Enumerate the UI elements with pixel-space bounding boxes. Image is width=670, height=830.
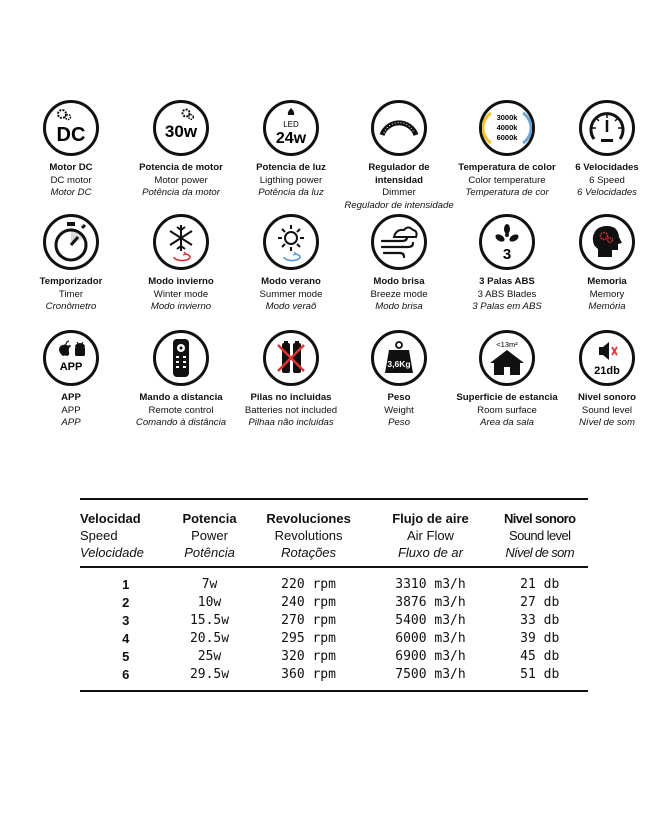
table-bottom-rule	[80, 690, 588, 692]
feature-subtitle: Breeze mode	[370, 288, 428, 300]
feature-led-power	[236, 100, 346, 200]
table-row: 5 25w 320 rpm 6900 m3/h 45 db	[122, 649, 560, 664]
feature-translation: Motor DC	[50, 187, 92, 198]
feature-motor-dc	[16, 100, 126, 200]
feature-speeds	[552, 100, 662, 200]
feature-remote-control	[126, 330, 236, 430]
feature-title: APP	[61, 392, 81, 403]
feature-translation: Peso	[388, 417, 410, 428]
weight-icon	[371, 330, 427, 386]
sound-level-icon	[579, 330, 635, 386]
table-body	[80, 576, 588, 684]
dimmer-icon	[371, 100, 427, 156]
feature-blades	[452, 214, 562, 314]
feature-subtitle: Winter mode	[153, 288, 209, 300]
feature-subtitle: Memory	[589, 288, 625, 300]
room-surface-icon	[479, 330, 535, 386]
svg-text:3: 3	[502, 246, 512, 263]
feature-subtitle: Ligthing power	[259, 174, 323, 186]
feature-subtitle: APP	[61, 404, 81, 416]
motor-power-icon	[153, 100, 209, 156]
feature-translation: Cronômetro	[45, 301, 97, 312]
svg-text:6000k: 6000k	[496, 133, 518, 142]
svg-text:30w: 30w	[164, 122, 198, 141]
svg-text:21db: 21db	[594, 365, 620, 377]
header-air-flow: Flujo de aire Air Flow Fluxo de ar	[392, 511, 469, 560]
feature-title: Pilas no incluidas	[250, 392, 332, 403]
feature-title: Nivel sonoro	[577, 392, 637, 403]
feature-title: Mando a distancia	[139, 392, 223, 403]
svg-text:4000k: 4000k	[496, 123, 518, 132]
feature-translation: Temperatura de cor	[465, 187, 549, 198]
feature-title: Modo verano	[261, 276, 321, 287]
feature-subtitle: 6 Speed	[589, 174, 625, 186]
feature-title: Modo brisa	[373, 276, 425, 287]
header-sound-level: Nivel sonoro Sound level Nível de som	[503, 511, 576, 560]
feature-sound-level	[552, 330, 662, 430]
feature-translation: Pilhaa não incluidas	[248, 417, 334, 428]
feature-subtitle: Motor power	[154, 174, 208, 186]
header-revolutions: Revoluciones Revolutions Rotações	[266, 511, 351, 560]
feature-batteries	[236, 330, 346, 430]
table-row: 6 29.5w 360 rpm 7500 m3/h 51 db	[122, 667, 560, 682]
feature-title: 6 Velocidades	[575, 162, 639, 173]
feature-subtitle: Timer	[58, 288, 84, 300]
memory-icon	[579, 214, 635, 270]
app-icon	[43, 330, 99, 386]
feature-title: Motor DC	[49, 162, 93, 173]
feature-translation: Modo brisa	[375, 301, 423, 312]
feature-translation: 3 Palas em ABS	[472, 301, 542, 312]
feature-dimmer	[344, 100, 454, 212]
feature-winter-mode	[126, 214, 236, 314]
header-speed: Velocidad Speed Velocidade	[80, 511, 144, 560]
features-row	[0, 330, 670, 448]
feature-breeze-mode	[344, 214, 454, 314]
feature-subtitle: Room surface	[477, 404, 537, 416]
svg-text:3000k: 3000k	[496, 113, 518, 122]
feature-subtitle: DC motor	[50, 174, 92, 186]
table-row: 1 7w 220 rpm 3310 m3/h 21 db	[122, 577, 560, 592]
header-power: Potencia Power Potência	[182, 511, 237, 560]
feature-timer	[16, 214, 126, 314]
feature-translation: Modo invierno	[150, 301, 212, 312]
feature-subtitle: Weight	[384, 404, 414, 416]
svg-text:LED: LED	[283, 120, 299, 129]
speed-gauge-icon	[579, 100, 635, 156]
table-row: 3 15.5w 270 rpm 5400 m3/h 33 db	[122, 613, 560, 628]
feature-subtitle: Remote control	[148, 404, 214, 416]
feature-title: Regulador de intensidad	[368, 162, 430, 186]
speed-spec-table	[80, 498, 588, 692]
batteries-icon	[263, 330, 319, 386]
svg-text:<13m²: <13m²	[496, 340, 518, 349]
feature-title: Superficie de estancia	[456, 392, 558, 403]
feature-subtitle: Sound level	[581, 404, 633, 416]
feature-title: Temporizador	[39, 276, 103, 287]
table-row: 2 10w 240 rpm 3876 m3/h 27 db	[122, 595, 560, 610]
color-temperature-icon	[479, 100, 535, 156]
svg-text:APP: APP	[59, 361, 83, 373]
feature-color-temperature	[452, 100, 562, 200]
feature-title: Potencia de motor	[139, 162, 223, 173]
feature-subtitle: Dimmer	[382, 187, 416, 198]
svg-text:DC: DC	[56, 124, 86, 146]
svg-text:24w: 24w	[275, 130, 307, 147]
feature-subtitle: Color temperature	[468, 174, 546, 186]
features-row	[0, 100, 670, 218]
remote-control-icon	[153, 330, 209, 386]
feature-translation: Modo veraõ	[265, 301, 317, 312]
feature-subtitle: Batteries not included	[244, 404, 338, 416]
feature-translation: Potência da luz	[258, 187, 324, 198]
winter-mode-icon	[153, 214, 209, 270]
feature-translation: Nível de som	[579, 417, 635, 428]
feature-motor-power	[126, 100, 236, 200]
summer-mode-icon	[263, 214, 319, 270]
features-row	[0, 214, 670, 332]
feature-translation: APP	[61, 417, 81, 428]
feature-title: Memoria	[587, 276, 627, 287]
feature-room-surface	[452, 330, 562, 430]
feature-app	[16, 330, 126, 430]
feature-translation: Regulador de intensidade	[344, 199, 454, 211]
feature-summer-mode	[236, 214, 346, 314]
feature-title: Peso	[387, 392, 411, 403]
feature-translation: Area da sala	[480, 417, 534, 428]
motor-dc-icon	[43, 100, 99, 156]
table-header	[80, 510, 588, 561]
blades-icon	[479, 214, 535, 270]
svg-text:3,6Kg: 3,6Kg	[387, 359, 411, 369]
feature-title: Modo invierno	[148, 276, 214, 287]
timer-icon	[43, 214, 99, 270]
feature-translation: Comando à distância	[135, 417, 227, 428]
table-row: 4 20.5w 295 rpm 6000 m3/h 39 db	[122, 631, 560, 646]
led-power-icon	[263, 100, 319, 156]
feature-weight	[344, 330, 454, 430]
feature-subtitle: Summer mode	[259, 288, 323, 300]
feature-translation: Memória	[588, 301, 626, 312]
feature-title: Potencia de luz	[256, 162, 326, 173]
feature-title: Temperatura de color	[458, 162, 556, 173]
breeze-mode-icon	[371, 214, 427, 270]
feature-subtitle: 3 ABS Blades	[477, 288, 537, 300]
feature-memory	[552, 214, 662, 314]
feature-translation: 6 Velocidades	[577, 187, 637, 198]
table-mid-rule	[80, 566, 588, 568]
feature-translation: Potência da motor	[142, 187, 220, 198]
feature-title: 3 Palas ABS	[479, 276, 535, 287]
